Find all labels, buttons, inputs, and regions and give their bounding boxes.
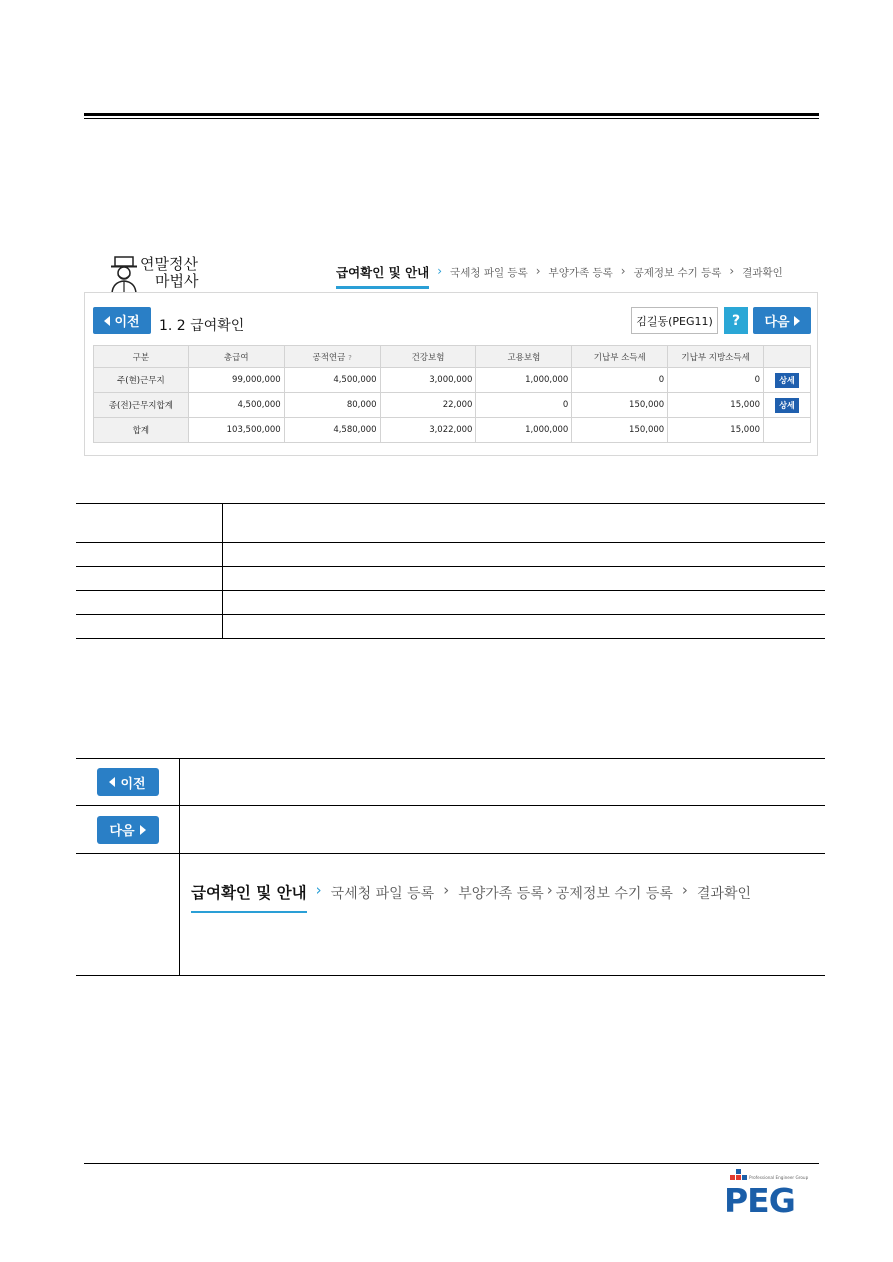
question-mark-icon[interactable]: ? — [348, 353, 352, 362]
col-header: 총급여 — [188, 346, 284, 368]
action-cell — [764, 393, 811, 418]
chevron-right-icon — [140, 825, 146, 835]
prev-sample-label: 이전 — [120, 776, 146, 792]
footer-rule — [84, 1163, 819, 1164]
table-row — [76, 759, 825, 806]
table-row — [76, 504, 825, 543]
icon-cell — [76, 854, 180, 975]
description-table — [76, 503, 825, 639]
icon-cell — [76, 806, 180, 853]
wizard-screenshot — [84, 252, 818, 456]
desc-cell — [180, 806, 825, 853]
desc-cell — [223, 567, 825, 590]
chevron-right-icon: › — [437, 264, 443, 278]
col-header: 건강보험 — [380, 346, 476, 368]
cell: 15,000 — [668, 393, 764, 418]
step-nav — [336, 262, 783, 292]
detail-button[interactable]: 상세 — [775, 398, 798, 413]
step-pay-check[interactable]: 급여확인 및 안내 — [191, 880, 307, 903]
label-cell — [76, 567, 223, 590]
col-header: 고용보험 — [476, 346, 572, 368]
label-cell — [76, 504, 223, 542]
chevron-right-icon: › — [681, 881, 688, 899]
row-label: 주(현)근무지 — [94, 368, 189, 393]
step-result[interactable]: 결과확인 — [696, 886, 751, 902]
table-row — [76, 567, 825, 591]
next-button-label: 다음 — [764, 315, 790, 330]
step-result[interactable]: 결과확인 — [742, 267, 783, 279]
cell: 80,000 — [284, 393, 380, 418]
row-label: 종(전)근무지합계 — [94, 393, 189, 418]
cell: 1,000,000 — [476, 368, 572, 393]
step-dependents[interactable]: 부양가족 등록 — [548, 267, 613, 279]
table-row — [94, 368, 811, 393]
chevron-left-icon — [104, 316, 110, 326]
cell: 1,000,000 — [476, 418, 572, 443]
col-header: 기납부 소득세 — [572, 346, 668, 368]
chevron-right-icon: › — [315, 881, 322, 899]
cell: 15,000 — [668, 418, 764, 443]
cell: 150,000 — [572, 418, 668, 443]
label-cell — [76, 591, 223, 614]
table-row — [76, 615, 825, 638]
next-sample-label: 다음 — [109, 824, 135, 839]
step-dependents[interactable]: 부양가족 등록 — [458, 886, 544, 902]
table-row — [94, 393, 811, 418]
action-cell — [764, 368, 811, 393]
chevron-right-icon: › — [535, 264, 541, 278]
cell: 3,000,000 — [380, 368, 476, 393]
logo-line-2: 마법사 — [155, 272, 199, 290]
step-pay-check[interactable]: 급여확인 및 안내 — [336, 262, 429, 281]
cell: 4,500,000 — [284, 368, 380, 393]
cell: 103,500,000 — [188, 418, 284, 443]
desc-cell — [223, 543, 825, 566]
table-row — [76, 806, 825, 854]
prev-button[interactable] — [93, 307, 151, 334]
prev-button-sample[interactable] — [97, 768, 159, 796]
step-nts-file[interactable]: 국세청 파일 등록 — [330, 886, 435, 902]
chevron-right-icon: › — [729, 264, 735, 278]
table-row — [76, 543, 825, 567]
chevron-right-icon: › — [443, 881, 450, 899]
col-header — [284, 346, 380, 368]
cell: 4,580,000 — [284, 418, 380, 443]
pay-check-panel — [84, 292, 818, 456]
wizard-hat-man-icon — [104, 256, 144, 294]
user-badge: 김길동(PEG11) — [631, 307, 718, 334]
label-cell — [76, 615, 223, 638]
row-label: 합계 — [94, 418, 189, 443]
cell: 22,000 — [380, 393, 476, 418]
cell: 150,000 — [572, 393, 668, 418]
cell: 0 — [572, 368, 668, 393]
header-rule — [84, 113, 819, 119]
col-header: 기납부 지방소득세 — [668, 346, 764, 368]
chevron-left-icon — [109, 777, 115, 787]
cell: 3,022,000 — [380, 418, 476, 443]
pay-summary-table — [93, 345, 811, 443]
peg-logo-text: PEG — [724, 1181, 795, 1216]
section-title: 1. 2 급여확인 — [159, 318, 245, 334]
table-row — [76, 591, 825, 615]
peg-logo — [722, 1168, 814, 1216]
col-header — [764, 346, 811, 368]
desc-cell — [180, 854, 825, 975]
chevron-right-icon: › — [620, 264, 626, 278]
table-row — [94, 418, 811, 443]
detail-button[interactable]: 상세 — [775, 373, 798, 388]
step-nts-file[interactable]: 국세청 파일 등록 — [450, 267, 528, 279]
cell: 4,500,000 — [188, 393, 284, 418]
peg-tagline: Professional Engineer Group — [749, 1175, 809, 1180]
table-row — [76, 854, 825, 975]
desc-cell — [223, 504, 825, 542]
col-header: 구분 — [94, 346, 189, 368]
step-manual-deduction[interactable]: 공제정보 수기 등록 — [633, 267, 722, 279]
desc-cell — [223, 615, 825, 638]
icon-cell — [76, 759, 180, 805]
button-legend-table — [76, 758, 825, 976]
logo-line-1: 연말정산 — [140, 255, 198, 273]
action-cell — [764, 418, 811, 443]
next-button-sample[interactable] — [97, 816, 159, 844]
desc-cell — [223, 591, 825, 614]
chevron-right-icon: › — [546, 881, 553, 899]
table-header-row — [94, 346, 811, 368]
col-header-label: 공적연금 — [312, 352, 346, 363]
cell: 0 — [668, 368, 764, 393]
step-nav-sample — [191, 880, 751, 903]
cell: 0 — [476, 393, 572, 418]
wizard-logo-text — [140, 256, 198, 290]
cell: 99,000,000 — [188, 368, 284, 393]
prev-button-label: 이전 — [114, 315, 140, 330]
help-button[interactable]: ? — [724, 307, 748, 334]
step-manual-deduction[interactable]: 공제정보 수기 등록 — [555, 886, 673, 902]
label-cell — [76, 543, 223, 566]
next-button[interactable] — [753, 307, 811, 334]
desc-cell — [180, 759, 825, 805]
chevron-right-icon — [794, 316, 800, 326]
